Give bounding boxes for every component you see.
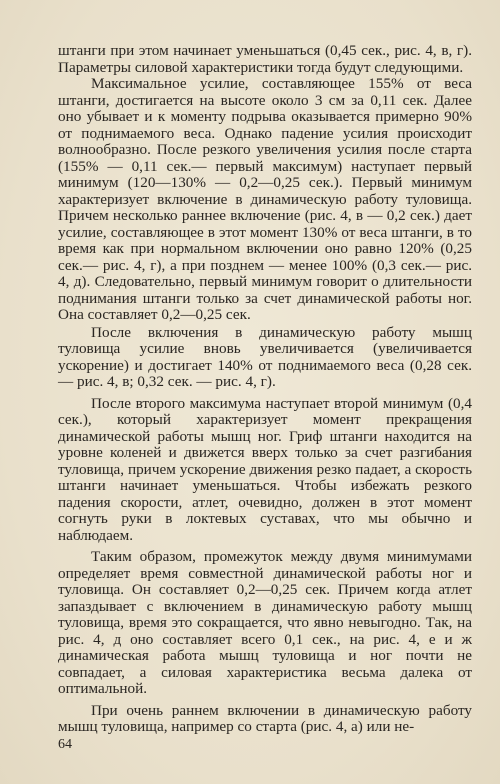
paragraph: После включения в динамическую работу мышц туловища усилие вновь увеличивается (увеличивается ускорение) и достигает 140% от поднимаемого веса (0,28 сек.— рис. 4, в; 0,32 сек. — рис. 4, г). <box>58 323 472 390</box>
paragraph: После второго максимума наступает второй минимум (0,4 сек.), который характеризует момент прекращения динамической работы мышц ног. Гриф штанги находится на уровне коленей и движется вверх только за счет разгибания туловища, причем ускорение движения резко падает, а скорость штанги начинает уменьшаться. Чтобы избежать резкого падения скорости, атлет, очевидно, должен в этот момент согнуть руки в локтевых суставах, что мы обычно и наблюдаем. <box>58 394 472 544</box>
paragraph-continuation: штанги при этом начинает уменьшаться (0,45 сек., рис. 4, в, г). Параметры силовой характеристики тогда будут следующими. <box>58 42 472 76</box>
paragraph: Таким образом, промежуток между двумя минимумами определяет время совместной динамической работы ног и туловища. Он составляет 0,2—0,25 сек. Причем когда атлет запаздывает с включением в динамическую работу мышц туловища, время это сокращается, что явно невыгодно. Так, на рис. 4, д оно составляет всего 0,1 сек., на рис. 4, е и ж динамическая работа мышц туловища и ног почти не совпадает, а силовая характеристика весьма далека от оптимальной. <box>58 548 472 697</box>
body-text <box>58 43 472 736</box>
paragraph: При очень раннем включении в динамическую работу мышц туловища, например со старта (рис. 4, а) или не- <box>58 701 472 735</box>
page-number: 64 <box>58 737 72 752</box>
paragraph: Максимальное усилие, составляющее 155% от веса штанги, достигается на высоте около 3 см за 0,11 сек. Далее оно убывает и к моменту подрыва оказывается примерно 90% от поднимаемого веса. Однако падение усилия происходит волнообразно. После резкого увеличения усилия после старта (155% — 0,11 сек.— первый максимум) наступает первый минимум (120—130% — 0,2—0,25 сек.). Первый минимум характеризует включение в динамическую работу туловища. Причем несколько раннее включение (рис. 4, в — 0,2 сек.) дает усилие, составляющее в этот момент 130% от веса штанги, в то время как при нормальном включении оно равно 120% (0,25 сек.— рис. 4, г), а при позднем — менее 100% (0,3 сек.— рис. 4, д). Следовательно, первый минимум говорит о длительности поднимания штанги только за счет динамической работы ног. Она составляет 0,2—0,25 сек. <box>58 75 472 323</box>
